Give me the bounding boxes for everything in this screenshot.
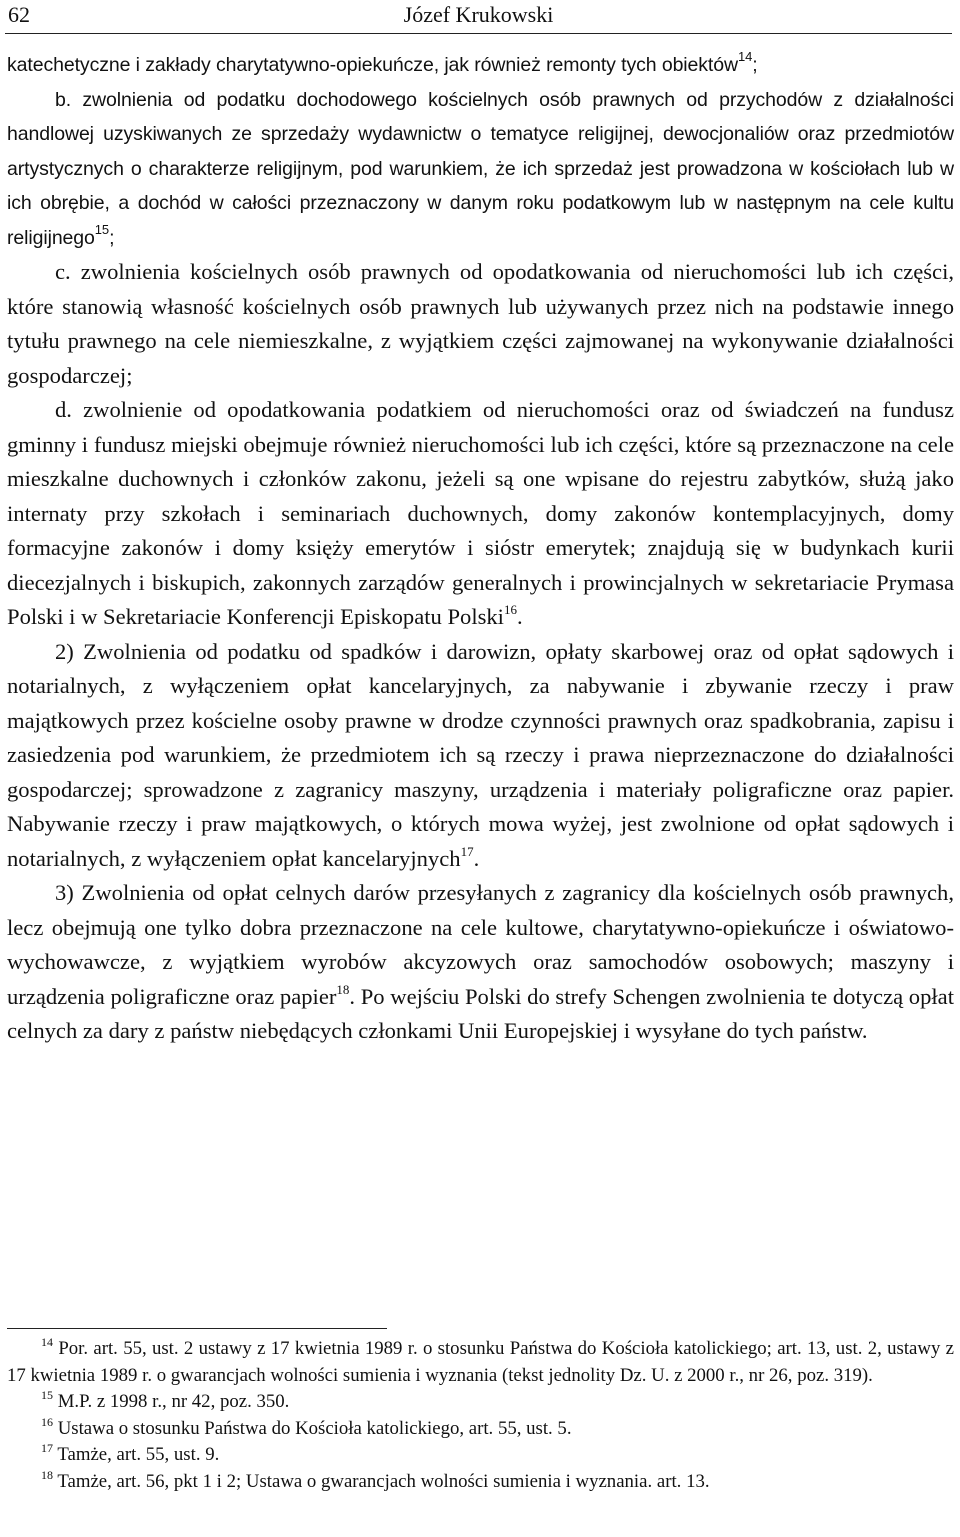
footnote-ref-14[interactable]: 14 [737, 49, 753, 64]
paragraph-text: 3) Zwolnienia od opłat celnych darów przesyłanych z zagranicy dla kościelnych osób prawnych, lecz obejmują one tylko dobra przeznaczone na cele kultowe, charytatywno-opiekuńcze i oświatowo-wychowawcze, z wyjątkiem wyrobów akcyzowych oraz samochodów osobowych; maszyny i urządzenia poligraficzne oraz papier [7, 880, 954, 1009]
paragraph-c [7, 255, 954, 393]
footnote-16 [7, 1416, 954, 1443]
paragraph-text: c. zwolnienia kościelnych osób prawnych od opodatkowania od nieruchomości lub ich części, które stanowią własność kościelnych osób prawnych lub używanych przez nich na podstawie innego tytułu prawnego na cele niemieszkalne, z wyjątkiem części zajmowanej na wykonywanie działalności gospodarczej; [7, 259, 954, 388]
footnote-ref-18[interactable]: 18 [336, 981, 350, 997]
paragraph-tail: . Po wejściu Polski do strefy Schengen zwolnienia te dotyczą opłat celnych za dary z państw niebędących członkami Unii Europejskiej i wysyłane do tych państw. [7, 983, 954, 1043]
footnote-text: Tamże, art. 55, ust. 9. [57, 1444, 220, 1465]
running-head-author: Józef Krukowski [403, 2, 554, 27]
footnotes [7, 1336, 954, 1495]
footnote-text: M.P. z 1998 r., nr 42, poz. 350. [57, 1391, 290, 1412]
paragraph-tail: ; [752, 54, 758, 76]
footnote-number: 15 [41, 1388, 53, 1402]
paragraph-a-continuation [7, 48, 954, 83]
footnote-text: Tamże, art. 56, pkt 1 i 2; Ustawa o gwarancjach wolności sumienia i wyznania. art. 13. [57, 1470, 710, 1492]
paragraph-text: b. zwolnienia od podatku dochodowego kościelnych osób prawnych od przychodów z działalności handlowej uzyskiwanych ze sprzedaży wydawnictw o tematyce religijnej, dewocjonaliów oraz przedmiotów artystycznych o charakterze religijnym, pod warunkiem, że ich sprzedaż jest prowadzona w kościołach lub w ich obrębie, a dochód w całości przeznaczony w danym roku podatkowym lub w następnym na cele kultu religijnego [7, 88, 954, 249]
page-number: 62 [8, 2, 30, 27]
paragraph-d [7, 393, 954, 635]
paragraph-b [7, 83, 954, 256]
footnote-text: Ustawa o stosunku Państwa do Kościoła katolickiego, art. 55, ust. 5. [57, 1417, 572, 1439]
paragraph-tail: . [516, 604, 523, 629]
footnote-ref-15[interactable]: 15 [94, 221, 110, 237]
footnote-18 [7, 1469, 954, 1496]
footnote-ref-16[interactable]: 16 [503, 602, 517, 617]
footnote-text: Por. art. 55, ust. 2 ustawy z 17 kwietnia 1989 r. o stosunku Państwa do Kościoła katolickiego; art. 13, ust. 2, ustawy z 17 kwietnia 1989 r. o gwarancjach wolności sumienia i wyznania (tekst jednolity Dz. U. z 2000 r., nr 26, poz. 319). [7, 1338, 954, 1386]
footnote-14 [7, 1336, 954, 1389]
footnote-number: 16 [41, 1414, 53, 1429]
paragraph-text: 2) Zwolnienia od podatku od spadków i darowizn, opłaty skarbowej oraz od opłat sądowych i notarialnych, z wyłączeniem opłat kancelaryjnych, za nabywanie i zbywanie rzeczy i praw majątkowych przez kościelne osoby prawne w drodze czynności prawnych oraz spadkobrania, zapisu i zasiedzenia pod warunkiem, że przedmiotem ich są rzeczy i prawa nieprzeznaczone do działalności gospodarczej; sprowadzone z zagranicy maszyny, urządzenia i materiały poligraficzne oraz papier. Nabywanie rzeczy i praw majątkowych, o których mowa wyżej, jest zwolnione od opłat sądowych i notarialnych, z wyłączeniem opłat kancelaryjnych [7, 638, 954, 871]
footnote-number: 18 [41, 1467, 53, 1482]
footnote-17 [7, 1442, 954, 1469]
paragraph-text: katechetyczne i zakłady charytatywno-opiekuńcze, jak również remonty tych obiektów [7, 54, 738, 76]
paragraph-tail: ; [109, 226, 115, 249]
page-header [5, 0, 952, 34]
body-text [7, 48, 954, 1049]
footnote-15 [7, 1389, 954, 1416]
paragraph-text: d. zwolnienie od opodatkowania podatkiem od nieruchomości oraz od świadczeń na fundusz gminny i fundusz miejski obejmuje również nieruchomości lub ich części, które są przeznaczone na cele mieszkalne duchownych i członków zakonu, jeżeli są one wpisane do rejestru zabytków, służą jako internaty przy szkołach i seminariach duchownych, domy zakonów kontemplacyjnych, domy formacyjne zakonów i domy księży emerytów i sióstr emerytek; znajdują się w budynkach kurii diecezjalnych i biskupich, zakonnych zarządów generalnych i prowincjalnych w sekretariacie Prymasa Polski i w Sekretariacie Konferencji Episkopatu Polski [7, 397, 954, 629]
paragraph-2 [7, 635, 954, 877]
footnote-number: 14 [41, 1335, 53, 1349]
header-rule [5, 33, 952, 34]
paragraph-3 [7, 876, 954, 1049]
footnote-ref-17[interactable]: 17 [460, 843, 474, 859]
footnote-number: 17 [41, 1441, 53, 1455]
paragraph-tail: . [473, 845, 480, 871]
footnote-separator [7, 1328, 387, 1329]
